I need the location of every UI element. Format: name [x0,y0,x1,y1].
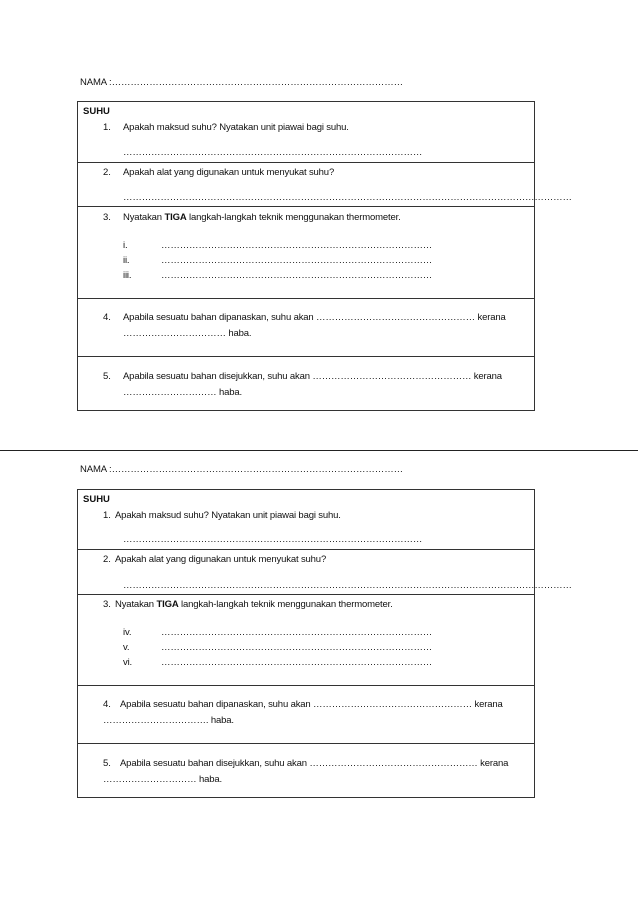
suhu-question-box [77,489,572,798]
q5-number: 5. [103,758,111,769]
q4-number: 4. [103,699,111,710]
q2-row [78,549,572,594]
q3-item-label: v. [123,642,130,653]
q1-number: 1. [103,510,111,521]
q3-row [78,594,534,685]
q2-number: 2. [103,554,111,565]
q5-text[interactable]: Apabila sesuatu bahan disejukkan, suhu akan …………………………………………… kerana [123,371,502,382]
q3-bold-tiga: TIGA [156,599,179,610]
q3-item-blank[interactable]: …………………………………………………………………………… [161,240,433,251]
q1-number: 1. [103,122,111,133]
q3-item-label: ii. [123,255,130,266]
cut-line-divider [0,450,638,451]
q1-text: Apakah maksud suhu? Nyatakan unit piawai bagi suhu. [123,122,349,133]
q3-text: Nyatakan TIGA langkah-langkah teknik menggunakan thermometer. [123,212,401,223]
nama-field[interactable]: NAMA :………………………………………………………………………………… [80,77,404,88]
section-title: SUHU [83,106,110,117]
q5-text-cont[interactable]: ………………………… haba. [103,774,223,785]
q1-answer-blank[interactable]: …………………………………………………………………………………… [123,534,423,545]
q3-item-label: vi. [123,657,133,668]
q4-row [78,685,534,743]
q5-row [78,356,534,410]
q4-text[interactable]: Apabila sesuatu bahan dipanaskan, suhu akan …………………………………………… kerana [123,312,506,323]
q3-item-blank[interactable]: …………………………………………………………………………… [161,627,433,638]
q3-number: 3. [103,212,111,223]
q4-text[interactable]: Apabila sesuatu bahan dipanaskan, suhu akan …………………………………………… kerana [120,699,503,710]
nama-field[interactable]: NAMA :………………………………………………………………………………… [80,464,404,475]
section-title: SUHU [83,494,110,505]
q4-text-cont[interactable]: ……………………………. haba. [103,715,234,726]
q3-item-blank[interactable]: …………………………………………………………………………… [161,255,433,266]
q2-answer-blank[interactable]: ……………………………………………………………………………………………………………………………… [123,192,572,203]
q3-row [78,206,534,298]
q5-text[interactable]: Apabila sesuatu bahan disejukkan, suhu akan ……………………………………………… kerana [120,758,509,769]
q2-number: 2. [103,167,111,178]
q5-text-cont[interactable]: ………………………… haba. [123,387,243,398]
q3-bold-tiga: TIGA [164,212,187,223]
q1-row [78,490,534,549]
q4-text-cont[interactable]: …………………………… haba. [123,328,252,339]
q1-row [78,102,534,162]
q3-item-blank[interactable]: …………………………………………………………………………… [161,642,433,653]
q2-row [78,162,572,206]
q3-item-blank[interactable]: …………………………………………………………………………… [161,270,433,281]
q2-text: Apakah alat yang digunakan untuk menyukat suhu? [123,167,335,178]
suhu-question-box [77,101,572,411]
q2-text: Apakah alat yang digunakan untuk menyukat suhu? [115,554,327,565]
q3-item-label: iii. [123,270,132,281]
q3-item-label: i. [123,240,128,251]
q5-number: 5. [103,371,111,382]
q2-answer-blank[interactable]: ……………………………………………………………………………………………………………………………… [123,580,572,591]
q3-item-label: iv. [123,627,132,638]
q1-text: Apakah maksud suhu? Nyatakan unit piawai bagi suhu. [115,510,341,521]
q3-item-blank[interactable]: …………………………………………………………………………… [161,657,433,668]
q4-number: 4. [103,312,111,323]
q5-row [78,743,534,797]
q4-row [78,298,534,356]
q3-text: Nyatakan TIGA langkah-langkah teknik menggunakan thermometer. [115,599,393,610]
q3-number: 3. [103,599,111,610]
q1-answer-blank[interactable]: …………………………………………………………………………………… [123,147,423,158]
